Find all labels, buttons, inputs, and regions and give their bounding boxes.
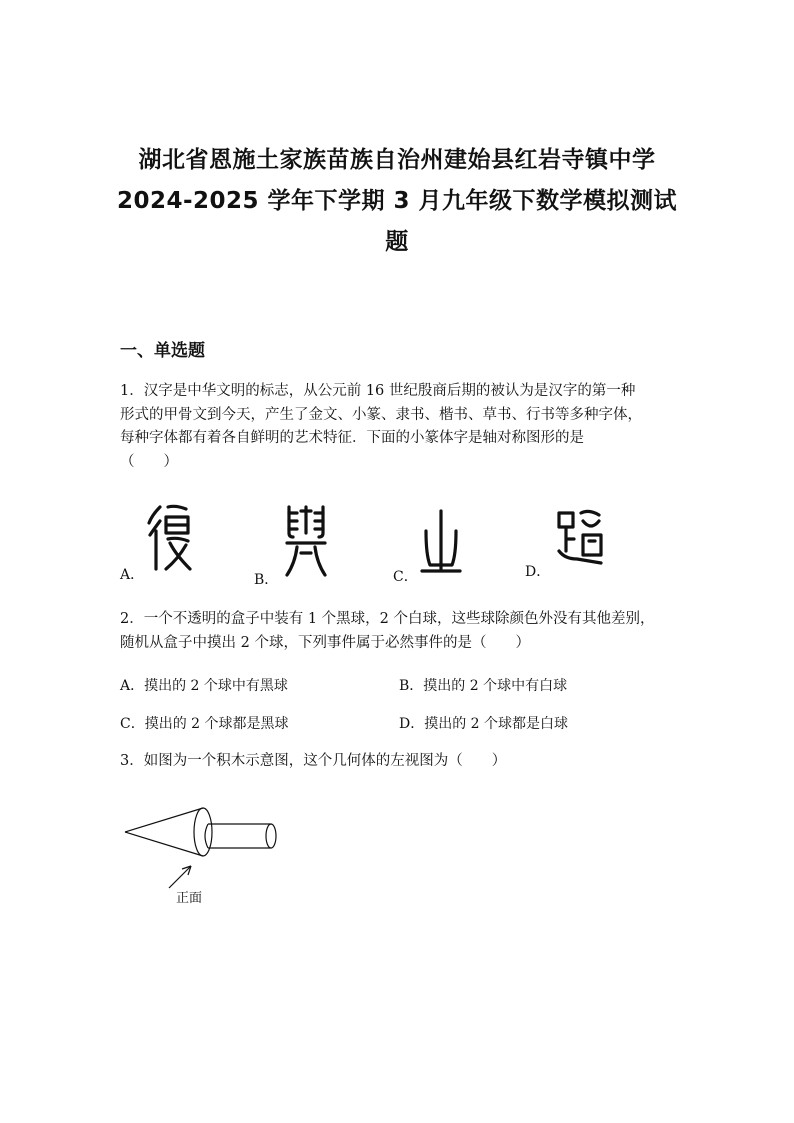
- q2-option-d[interactable]: D．摸出的 2 个球都是白球: [399, 716, 569, 732]
- q1-option-d-label[interactable]: D．: [525, 564, 551, 580]
- seal-character-d-image: [555, 507, 605, 569]
- question-1-line-1: 1．汉字是中华文明的标志，从公元前 16 世纪殷商后期的被认为是汉字的第一种: [120, 383, 636, 399]
- seal-character-a-image: [146, 503, 194, 575]
- front-view-label: 正面: [176, 891, 203, 906]
- question-3-text: 3．如图为一个积木示意图，这个几何体的左视图为（ ）: [120, 753, 507, 769]
- question-1-line-2: 形式的甲骨文到今天，产生了金文、小篆、隶书、楷书、草书、行书等多种字体，: [120, 406, 642, 423]
- question-3: [120, 750, 680, 774]
- q2-option-a[interactable]: A．摸出的 2 个球中有黑球: [120, 678, 288, 694]
- question-1-line-4: （ ）: [120, 453, 178, 470]
- title-line-3: 题: [385, 229, 409, 255]
- question-1: [120, 380, 680, 474]
- question-2-line-1: 2．一个不透明的盒子中装有 1 个黑球，2 个白球，这些球除颜色外没有其他差别，: [120, 611, 655, 627]
- question-1-line-3: 每种字体都有着各自鲜明的艺术特征．下面的小篆体字是轴对称图形的是: [120, 430, 584, 446]
- q2-option-c[interactable]: C．摸出的 2 个球都是黑球: [120, 716, 289, 732]
- question-2: [120, 608, 680, 655]
- seal-character-b-image: [283, 503, 329, 579]
- q1-option-a-label[interactable]: A．: [120, 567, 145, 583]
- title-line-1: 湖北省恩施土家族苗族自治州建始县红岩寺镇中学: [138, 147, 656, 173]
- q1-option-c-label[interactable]: C．: [393, 569, 418, 585]
- document-title: [100, 140, 694, 263]
- question-2-line-2: 随机从盒子中摸出 2 个球，下列事件属于必然事件的是（ ）: [120, 634, 530, 651]
- title-line-2: 2024-2025 学年下学期 3 月九年级下数学模拟测试: [116, 188, 678, 214]
- block-diagram-image: [120, 800, 290, 900]
- q1-option-b-label[interactable]: B．: [254, 572, 279, 588]
- q2-option-b[interactable]: B．摸出的 2 个球中有白球: [399, 678, 568, 694]
- seal-character-c-image: [420, 507, 462, 577]
- section-heading: 一、单选题: [120, 341, 205, 361]
